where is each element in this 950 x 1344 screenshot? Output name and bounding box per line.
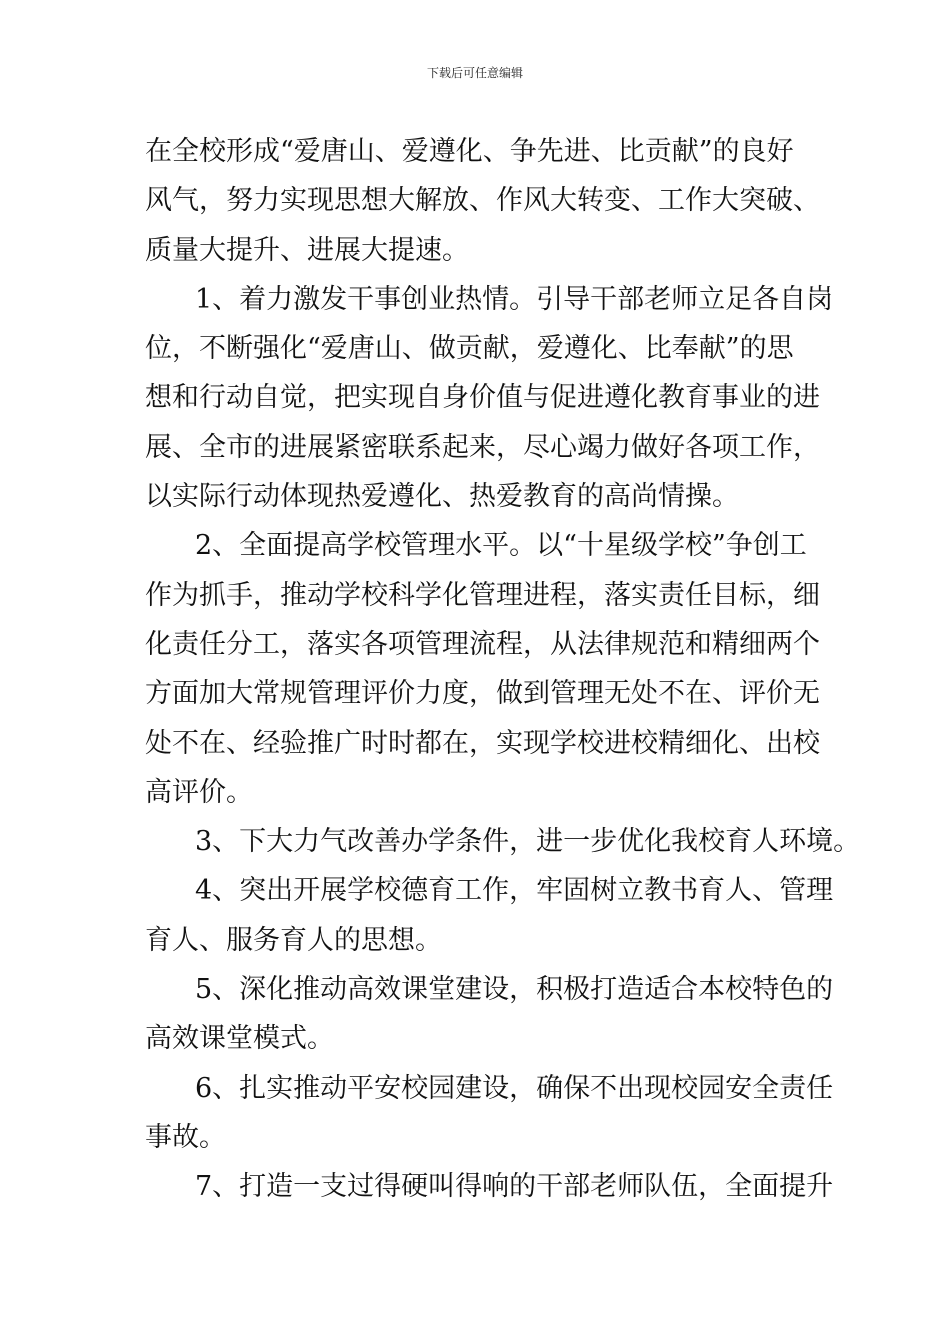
text-line: 展、全市的进展紧密联系起来，尽心竭力做好各项工作， <box>145 431 820 463</box>
text-line: 高评价。 <box>145 776 253 808</box>
text-line: 方面加大常规管理评价力度，做到管理无处不在、评价无 <box>145 678 820 710</box>
text-line: 质量大提升、进展大提速。 <box>145 234 469 266</box>
text-line: 事故。 <box>145 1121 226 1153</box>
text-line: 育人、服务育人的思想。 <box>145 924 442 956</box>
text-line: 化责任分工，落实各项管理流程，从法律规范和精细两个 <box>145 628 820 660</box>
paragraph-6-start: 6、扎实推动平安校园建设，确保不出现校园安全责任 <box>195 1072 834 1104</box>
paragraph-5-start: 5、深化推动高效课堂建设，积极打造适合本校特色的 <box>195 974 834 1006</box>
page-header: 下载后可任意编辑 <box>426 66 523 80</box>
text-line: 高效课堂模式。 <box>145 1023 334 1055</box>
paragraph-4-start: 4、突出开展学校德育工作，牢固树立教书育人、管理 <box>195 875 834 907</box>
text-line: 风气，努力实现思想大解放、作风大转变、工作大突破、 <box>145 185 820 217</box>
text-line: 处不在、经验推广时时都在，实现学校进校精细化、出校 <box>145 727 820 759</box>
text-line: 以实际行动体现热爱遵化、热爱教育的高尚情操。 <box>145 481 739 513</box>
text-line: 在全校形成“爱唐山、爱遵化、争先进、比贡献”的良好 <box>145 136 794 167</box>
text-line: 位，不断强化“爱唐山、做贡献，爱遵化、比奉献”的思 <box>145 333 794 365</box>
text-line: 作为抓手，推动学校科学化管理进程，落实责任目标，细 <box>145 579 820 611</box>
paragraph-1-start: 1、着力激发干事创业热情。引导干部老师立足各自岗 <box>195 283 834 315</box>
text-line: 想和行动自觉，把实现自身价值与促进遵化教育事业的进 <box>145 382 820 414</box>
document-body <box>145 127 861 1212</box>
paragraph-2-start: 2、全面提高学校管理水平。以“十星级学校”争创工 <box>195 530 807 562</box>
paragraph-3: 3、下大力气改善办学条件，进一步优化我校育人环境。 <box>195 826 861 858</box>
paragraph-7-start: 7、打造一支过得硬叫得响的干部老师队伍，全面提升 <box>195 1171 834 1203</box>
